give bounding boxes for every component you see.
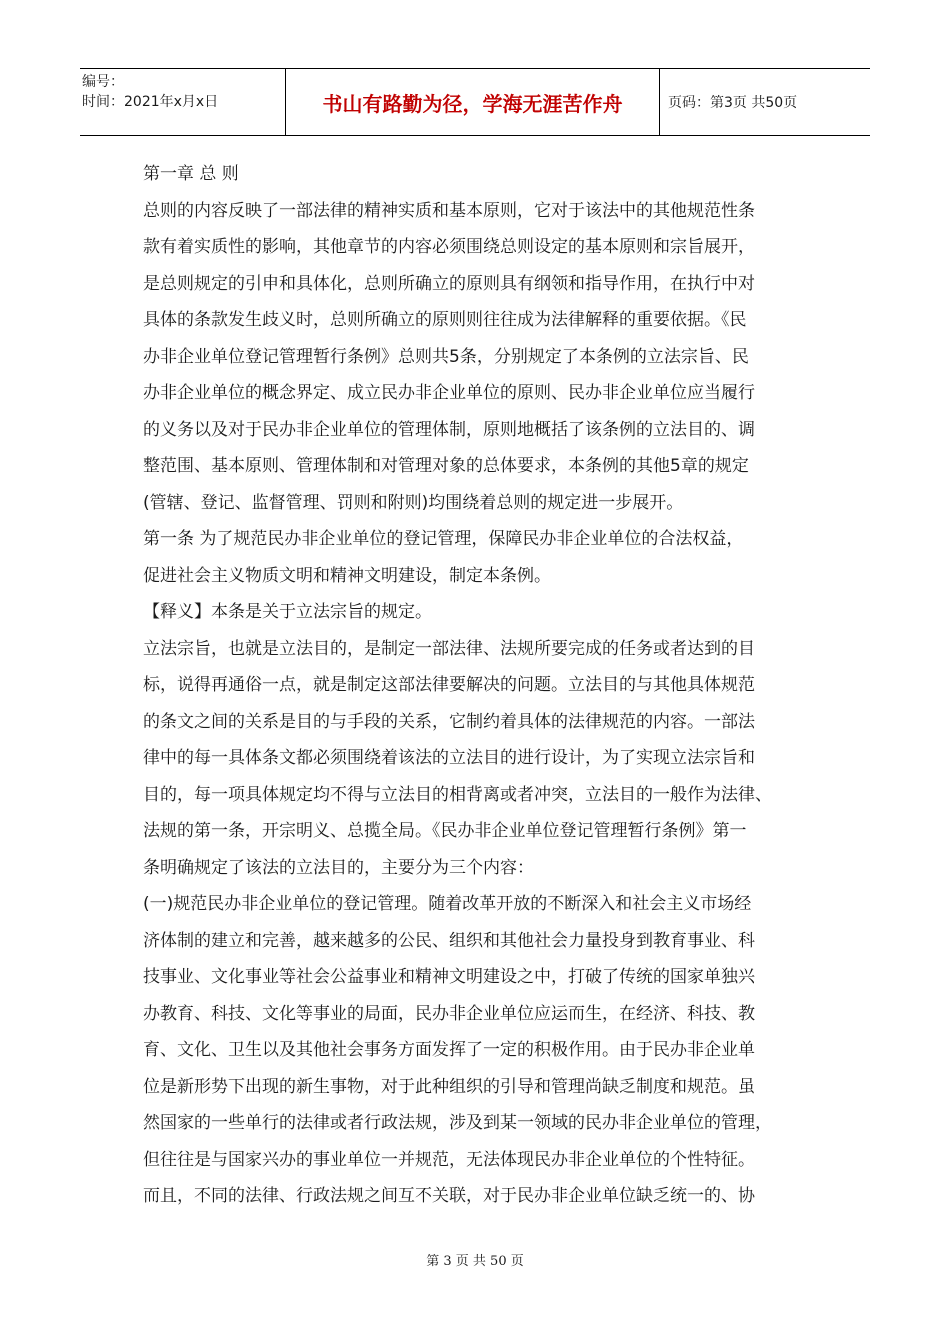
body-line: 【释义】本条是关于立法宗旨的规定。 [143, 602, 432, 622]
body-line: 技事业、文化事业等社会公益事业和精神文明建设之中，打破了传统的国家单独兴 [143, 967, 755, 987]
body-line: 条明确规定了该法的立法目的，主要分为三个内容： [143, 857, 534, 878]
body-line: 济体制的建立和完善，越来越多的公民、组织和其他社会力量投身到教育事业、科 [143, 930, 755, 951]
body-line: 促进社会主义物质文明和精神文明建设，制定本条例。 [143, 565, 551, 586]
page-footer: 第 3 页 共 50 页 [426, 1254, 524, 1269]
body-line: 整范围、基本原则、管理体制和对管理对象的总体要求，本条例的其他5章的规定 [143, 456, 749, 476]
body-line: 但往往是与国家兴办的事业单位一并规范，无法体现民办非企业单位的个性特征。 [143, 1149, 755, 1170]
body-line: 第一条 为了规范民办非企业单位的登记管理，保障民办非企业单位的合法权益， [143, 529, 744, 549]
body-line: 第一章 总 则 [143, 164, 239, 184]
body-line: 位是新形势下出现的新生事物，对于此种组织的引导和管理尚缺乏制度和规范。虽 [143, 1076, 755, 1097]
body-line: 办教育、科技、文化等事业的局面，民办非企业单位应运而生，在经济、科技、教 [143, 1003, 755, 1024]
body-line: 目的，每一项具体规定均不得与立法目的相背离或者冲突，立法目的一般作为法律、 [143, 784, 772, 805]
body-line: 标，说得再通俗一点，就是制定这部法律要解决的问题。立法目的与其他具体规范 [143, 675, 755, 695]
body-line: 款有着实质性的影响，其他章节的内容必须围绕总则设定的基本原则和宗旨展开， [143, 237, 755, 257]
body-line: 育、文化、卫生以及其他社会事务方面发挥了一定的积极作用。由于民办非企业单 [143, 1040, 755, 1060]
header-page-code: 页码：第3页 共50页 [668, 95, 798, 111]
body-line: 总则的内容反映了一部法律的精神实质和基本原则，它对于该法中的其他规范性条 [143, 200, 755, 221]
page-header [80, 68, 870, 136]
document-body [143, 156, 823, 1215]
body-line: 的义务以及对于民办非企业单位的管理体制，原则地概括了该条例的立法目的、调 [143, 419, 755, 440]
body-line: 立法宗旨，也就是立法目的，是制定一部法律、法规所要完成的任务或者达到的目 [143, 638, 755, 659]
body-line: 办非企业单位的概念界定、成立民办非企业单位的原则、民办非企业单位应当履行 [143, 383, 755, 403]
body-line: (一)规范民办非企业单位的登记管理。随着改革开放的不断深入和社会主义市场经 [143, 894, 752, 914]
body-line: 法规的第一条，开宗明义、总揽全局。《民办非企业单位登记管理暂行条例》第一 [143, 821, 747, 841]
body-line: 的条文之间的关系是目的与手段的关系，它制约着具体的法律规范的内容。一部法 [143, 711, 755, 732]
body-line: 而且，不同的法律、行政法规之间互不关联，对于民办非企业单位缺乏统一的、协 [143, 1186, 755, 1206]
header-motto: 书山有路勤为径，学海无涯苦作舟 [286, 69, 660, 135]
header-left-cell [80, 69, 286, 135]
number-label: 编号： [82, 74, 124, 90]
body-line: 具体的条款发生歧义时，总则所确立的原则则往往成为法律解释的重要依据。《民 [143, 310, 747, 330]
body-line: 律中的每一具体条文都必须围绕着该法的立法目的进行设计，为了实现立法宗旨和 [143, 748, 755, 768]
body-line: 是总则规定的引申和具体化，总则所确立的原则具有纲领和指导作用，在执行中对 [143, 273, 755, 294]
body-line: (管辖、登记、监督管理、罚则和附则)均围绕着总则的规定进一步展开。 [143, 492, 684, 513]
time-label: 时间：2021年x月x日 [82, 94, 219, 110]
body-line: 然国家的一些单行的法律或者行政法规，涉及到某一领域的民办非企业单位的管理， [143, 1113, 772, 1133]
body-line: 办非企业单位登记管理暂行条例》总则共5条，分别规定了本条例的立法宗旨、民 [143, 346, 749, 367]
